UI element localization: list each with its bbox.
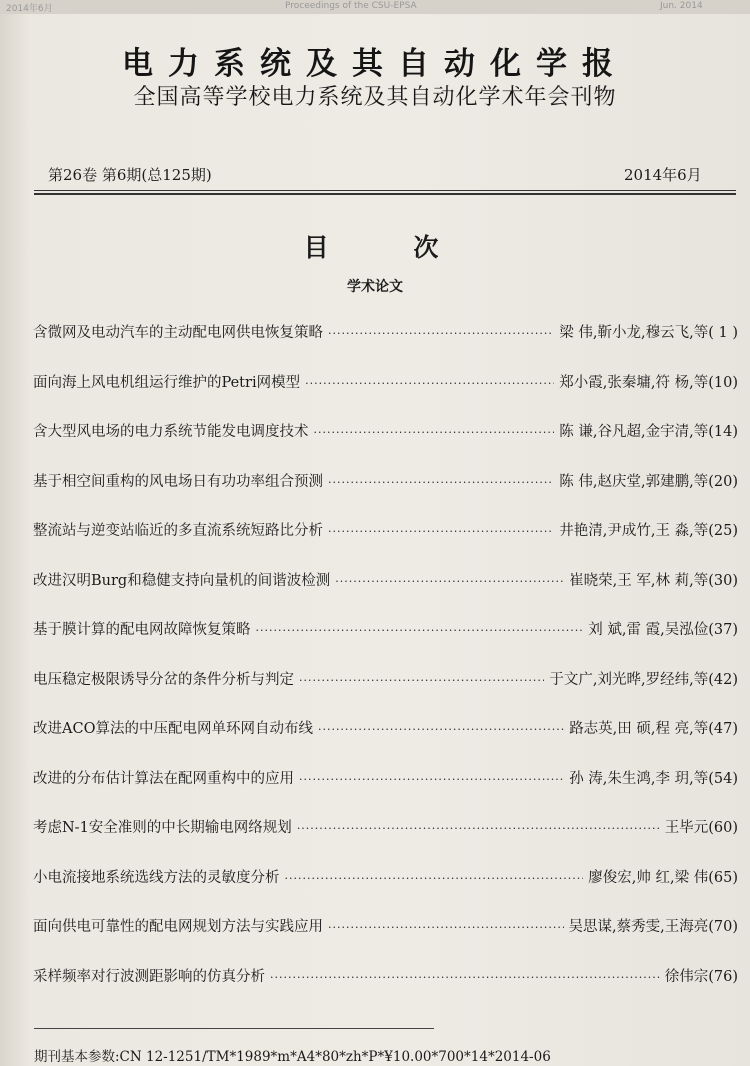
toc-entry-title: 电压稳定极限诱导分岔的条件分析与判定 xyxy=(33,672,294,688)
issue-date: 2014年6月 xyxy=(624,166,702,184)
toc-entry-authors: 陈 伟,赵庆堂,郭建鹏,等(20) xyxy=(559,474,738,490)
toc-entry[interactable] xyxy=(33,470,738,492)
toc-entry-title: 改进ACO算法的中压配电网单环网自动布线 xyxy=(33,721,313,737)
running-header-center: Proceedings of the CSU-EPSA xyxy=(285,1,417,11)
dot-leader xyxy=(328,476,554,489)
toc-entry-authors: 徐伟宗(76) xyxy=(664,969,738,985)
toc-entry-authors: 郑小霞,张秦墉,符 杨,等(10) xyxy=(559,375,738,391)
toc-entry-authors: 梁 伟,靳小龙,穆云飞,等( 1 ) xyxy=(559,325,738,341)
journal-title: 电力系统及其自动化学报 xyxy=(122,46,628,82)
dot-leader xyxy=(328,327,554,340)
dot-leader xyxy=(318,723,564,736)
running-header xyxy=(0,0,750,14)
dot-leader xyxy=(314,426,555,439)
toc-entry[interactable] xyxy=(33,371,738,393)
toc-entry-title: 改进汉明Burg和稳健支持向量机的间谐波检测 xyxy=(33,573,331,589)
toc-entry[interactable] xyxy=(33,668,738,690)
toc-entry[interactable] xyxy=(33,321,738,343)
toc-entry-title: 采样频率对行波测距影响的仿真分析 xyxy=(33,969,265,985)
toc-entry-title: 小电流接地系统选线方法的灵敏度分析 xyxy=(33,870,280,886)
dot-leader xyxy=(285,872,584,885)
toc-entry-title: 考虑N-1安全准则的中长期输电网络规划 xyxy=(33,820,292,836)
toc-entry-title: 含大型风电场的电力系统节能发电调度技术 xyxy=(33,424,309,440)
running-header-left: 2014年6月 xyxy=(6,4,53,14)
toc-entry-title: 含微网及电动汽车的主动配电网供电恢复策略 xyxy=(33,325,323,341)
header-rule-thin xyxy=(34,190,736,191)
dot-leader xyxy=(256,624,584,637)
dot-leader xyxy=(328,921,564,934)
toc-entry-authors: 陈 谦,谷凡超,金宇清,等(14) xyxy=(559,424,738,440)
dot-leader xyxy=(299,773,564,786)
toc-entry[interactable] xyxy=(33,420,738,442)
toc-entry[interactable] xyxy=(33,519,738,541)
toc-entry[interactable] xyxy=(33,767,738,789)
toc-entry-authors: 崔晓荣,王 军,林 莉,等(30) xyxy=(569,573,738,589)
toc-entry-authors: 廖俊宏,帅 红,梁 伟(65) xyxy=(588,870,738,886)
dot-leader xyxy=(270,971,660,984)
toc-entry-title: 基于相空间重构的风电场日有功功率组合预测 xyxy=(33,474,323,490)
toc-entry-authors: 刘 斌,雷 霞,吴泓俭(37) xyxy=(588,622,738,638)
toc-entry-authors: 井艳清,尹成竹,王 淼,等(25) xyxy=(559,523,738,539)
toc-entry[interactable] xyxy=(33,866,738,888)
toc-entry[interactable] xyxy=(33,618,738,640)
dot-leader xyxy=(305,377,554,390)
dot-leader xyxy=(335,575,564,588)
issue-volume: 第26卷 第6期(总125期) xyxy=(48,166,212,184)
footer-rule xyxy=(34,1028,434,1029)
toc-entry[interactable] xyxy=(33,717,738,739)
toc-entry-title: 面向供电可靠性的配电网规划方法与实践应用 xyxy=(33,919,323,935)
dot-leader xyxy=(297,822,660,835)
toc-entry-authors: 于文广,刘光晔,罗经纬,等(42) xyxy=(549,672,738,688)
header-rule-thick xyxy=(34,193,736,195)
running-header-right: Jun. 2014 xyxy=(660,1,703,11)
toc-entry-title: 基于膜计算的配电网故障恢复策略 xyxy=(33,622,251,638)
toc-entry[interactable] xyxy=(33,816,738,838)
journal-subtitle: 全国高等学校电力系统及其自动化学术年会刊物 xyxy=(133,85,617,110)
toc-entry[interactable] xyxy=(33,569,738,591)
section-heading: 学术论文 xyxy=(347,279,403,295)
toc-entry[interactable] xyxy=(33,915,738,937)
journal-parameters: 期刊基本参数:CN 12-1251/TM*1989*m*A4*80*zh*P*¥10.00*700*14*2014-06 xyxy=(34,1049,551,1065)
toc-entry-authors: 王毕元(60) xyxy=(664,820,738,836)
toc-entry[interactable] xyxy=(33,965,738,987)
toc-entry-title: 面向海上风电机组运行维护的Petri网模型 xyxy=(33,375,301,391)
toc-entry-title: 改进的分布估计算法在配网重构中的应用 xyxy=(33,771,294,787)
toc-entry-authors: 吴思谋,蔡秀雯,王海亮(70) xyxy=(568,919,738,935)
toc-entry-authors: 路志英,田 硕,程 亮,等(47) xyxy=(569,721,738,737)
dot-leader xyxy=(328,525,554,538)
toc-heading: 目 次 xyxy=(303,233,477,262)
toc-entry-authors: 孙 涛,朱生鸿,李 玥,等(54) xyxy=(569,771,738,787)
toc-entry-title: 整流站与逆变站临近的多直流系统短路比分析 xyxy=(33,523,323,539)
dot-leader xyxy=(299,674,544,687)
